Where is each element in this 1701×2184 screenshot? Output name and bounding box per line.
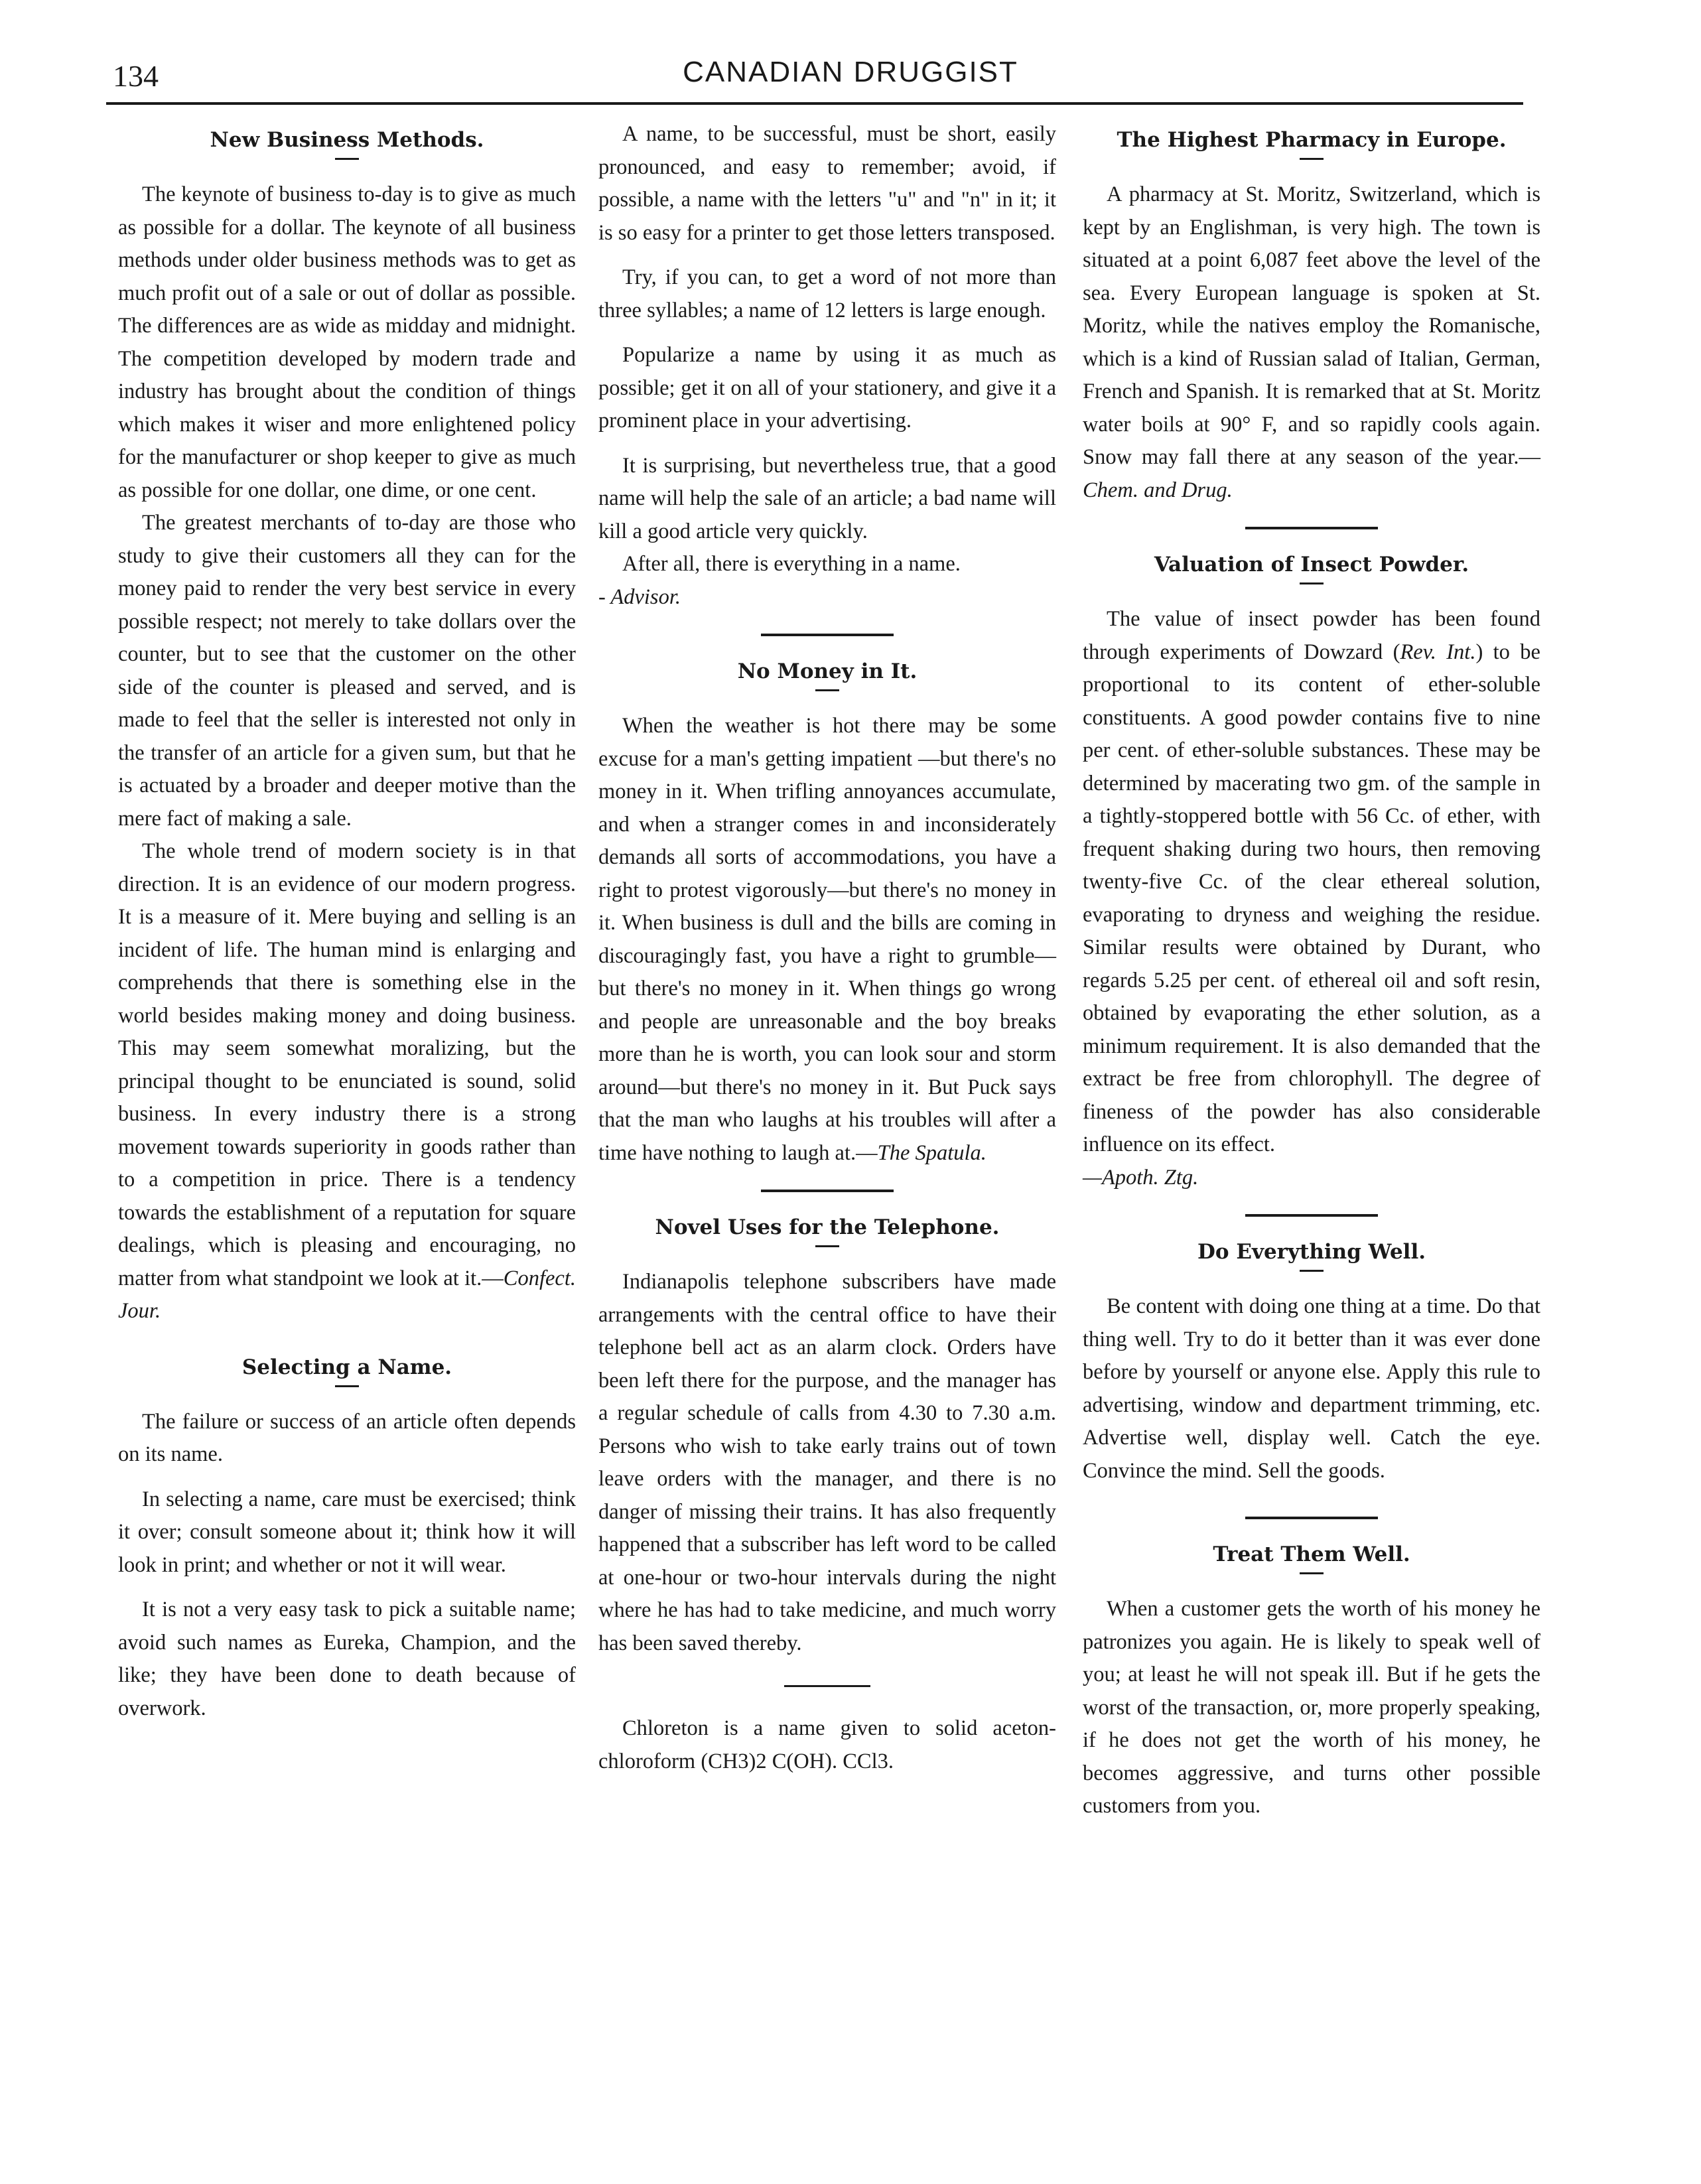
paragraph: The failure or success of an article often depends on its name. <box>118 1409 576 1466</box>
article-title: Do Everything Well. <box>1197 1240 1426 1264</box>
article-source: - Advisor. <box>598 584 681 609</box>
article-title: Valuation of Insect Powder. <box>1154 553 1469 577</box>
paragraph: The greatest merchants of to-day are those who study to give their customers all they can for the money paid to render the very best service in every possible respect; not merely to take dollars over the counter, but to see that the customer on the other side of the counter is pleased and served, and is made to feel that the seller is interested not only in the transfer of an article for a given sum, but that he is actuated by a broader and deeper motive than the mere fact of making a sale. <box>118 511 576 831</box>
article-source: Chem. and Drug. <box>1083 478 1233 502</box>
paragraph: The keynote of business to-day is to give as much as possible for a dollar. The keynote of all business methods under older business methods was to get as much profit out of a sale or out of dollar as possible. The differences are as wide as midday and midnight. The competition developed by modern trade and industry has brought about the condition of things which makes it wiser and more enlightened policy for the manufacturer or shop keeper to give as much as possible for one dollar, one dime, or one cent. <box>118 182 576 502</box>
column-3 <box>1083 118 1540 1823</box>
paragraph <box>118 835 576 1328</box>
section-rule <box>1245 1214 1378 1217</box>
article-do-everything-well <box>1083 1237 1540 1487</box>
paragraph-text: ) to be proportional to its content of ether-soluble constituents. A good powder contains five to nine per cent. of ether-soluble substances. These may be determined by macerating two gm. of the sample in a tightly-stoppered bottle with 56 Cc. of ether, with frequent shaking during two hours, then removing twenty-five Cc. of the clear ethereal solution, evaporating to dryness and weighing the residue. Similar results were obtained by Durant, who regards 5.25 per cent. of ethereal oil and soft resin, obtained by evaporating the ether solution, as a minimum requirement. It is also demanded that the extract be free from chlorophyll. The degree of fineness of the powder has also considerable influence on its effect. <box>1083 640 1540 1156</box>
paragraph: Chloreton is a name given to solid aceton-chloroform (CH3)2 C(OH). CCl3. <box>598 1716 1056 1773</box>
article-treat-them-well <box>1083 1539 1540 1823</box>
title-dash <box>815 689 839 691</box>
column-1 <box>118 118 576 1725</box>
paragraph: It is not a very easy task to pick a suitable name; avoid such names as Eureka, Champion, and the like; they have been done to death because of overwork. <box>118 1598 576 1720</box>
section-rule <box>1245 1517 1378 1519</box>
paragraph <box>1083 178 1540 507</box>
title-dash <box>815 1245 839 1247</box>
section-rule <box>784 1685 870 1687</box>
article-insect-powder <box>1083 549 1540 1194</box>
paragraph <box>1083 603 1540 1162</box>
paragraph-text: A pharmacy at St. Moritz, Switzerland, which is kept by an Englishman, is very high. The town is situated at a point 6,087 feet above the level of the sea. Every European language is spoken at St. Moritz, while the natives employ the Romanische, which is a kind of Russian salad of Italian, German, French and Spanish. It is remarked that at St. Moritz water boils at 90° F, and so rapidly cools again. Snow may fall there at any season of the year.— <box>1083 182 1540 469</box>
article-title: Novel Uses for the Telephone. <box>655 1215 1000 1239</box>
paragraph: When a customer gets the worth of his money he patronizes you again. He is likely to speak well of you; at least he will not speak ill. But if he gets the worst of the transaction, or, more properly speaking, if he does not get the worth of his money, he becomes aggressive, and turns other possible customers from you. <box>1083 1597 1540 1818</box>
article-new-business-methods <box>118 125 576 1328</box>
article-title: Selecting a Name. <box>241 1355 452 1379</box>
article-source: —Apoth. Ztg. <box>1083 1165 1199 1190</box>
page-number: 134 <box>113 59 159 93</box>
paragraph-text: When the weather is hot there may be some excuse for a man's getting impatient —but there's no money in it. When trifling annoyances accumulate, and when a stranger comes in and inconsiderately demands all sorts of accommodations, you have a right to protest vigorously—but there's no money in it. When business is dull and the bills are coming in discouragingly fast, you have a right to grumble—but there's no money in it. When things go wrong and people are unreasonable and the boy breaks more than he is worth, you can look sour and storm around—but there's no money in it. But Puck says that the man who laughs at his troubles will after a time have nothing to laugh at.— <box>598 714 1056 1165</box>
title-dash <box>1300 1572 1324 1574</box>
article-highest-pharmacy <box>1083 125 1540 507</box>
note-chloreton <box>598 1712 1056 1778</box>
paragraph-text: The value of insect powder has been found through experiments of Dowzard ( <box>1083 607 1540 664</box>
article-selecting-a-name-continued <box>598 118 1056 614</box>
section-rule <box>1245 527 1378 529</box>
article-source: The Spatula. <box>877 1140 987 1165</box>
paragraph: It is surprising, but nevertheless true, that a good name will help the sale of an article; a bad name will kill a good article very quickly. <box>598 453 1056 543</box>
paragraph-text: The whole trend of modern society is in that direction. It is an evidence of our modern progress. It is a measure of it. Mere buying and selling is an incident of life. The human mind is enlarging and comprehends that there is something else in the world besides making money and doing business. This may seem somewhat moralizing, but the principal thought to be enunciated is sound, solid business. In every industry there is a strong movement towards superiority in goods rather than to a competition in price. There is a tendency towards the establishment of a reputation for square dealings, which is pleasing and encouraging, no matter from what standpoint we look at it.— <box>118 839 576 1290</box>
section-rule <box>761 634 894 636</box>
header-rule <box>106 102 1523 105</box>
article-source: Confect. Jour. <box>118 1266 576 1323</box>
article-title: The Highest Pharmacy in Europe. <box>1117 128 1507 152</box>
section-rule <box>761 1190 894 1192</box>
title-dash <box>1300 1270 1324 1272</box>
paragraph: After all, there is everything in a name. <box>622 552 961 576</box>
article-title: No Money in It. <box>737 659 918 683</box>
article-novel-uses-telephone <box>598 1212 1056 1660</box>
paragraph <box>598 710 1056 1170</box>
paragraph: Indianapolis telephone subscribers have made arrangements with the central office to have their telephone bell act as an alarm clock. Orders have been left there for the purpose, and the manager has a regular schedule of calls from 4.30 to 7.30 a.m. Persons who wish to take early trains out of town leave orders with the manager, and there is no danger of missing their trains. It has also frequently happened that a subscriber has left word to be called at one-hour or two-hour intervals during the night where he has had to take medicine, and much worry has been saved thereby. <box>598 1270 1056 1655</box>
article-no-money-in-it <box>598 656 1056 1170</box>
running-title: CANADIAN DRUGGIST <box>683 56 1018 88</box>
article-selecting-a-name <box>118 1352 576 1726</box>
paragraph: In selecting a name, care must be exercised; think it over; consult someone about it; think how it will look in print; and whether or not it will wear. <box>118 1487 576 1577</box>
title-dash <box>335 158 359 160</box>
article-title: New Business Methods. <box>210 128 484 152</box>
paragraph: Popularize a name by using it as much as possible; get it on all of your stationery, and give it a prominent place in your advertising. <box>598 343 1056 433</box>
reference: Rev. Int. <box>1400 640 1476 664</box>
column-2 <box>598 118 1056 1778</box>
paragraph: A name, to be successful, must be short, easily pronounced, and easy to remember; avoid, if possible, a name with the letters "u" and "n" in it; it is so easy for a printer to get those letters transposed. <box>598 122 1056 245</box>
paragraph: Try, if you can, to get a word of not more than three syllables; a name of 12 letters is large enough. <box>598 265 1056 322</box>
paragraph: Be content with doing one thing at a time. Do that thing well. Try to do it better than it was ever done before by yourself or anyone else. Apply this rule to advertising, window and department trimming, etc. Advertise well, display well. Catch the eye. Convince the mind. Sell the goods. <box>1083 1294 1540 1483</box>
article-title: Treat Them Well. <box>1213 1542 1410 1566</box>
title-dash <box>1300 582 1324 584</box>
title-dash <box>335 1385 359 1387</box>
title-dash <box>1300 158 1324 160</box>
